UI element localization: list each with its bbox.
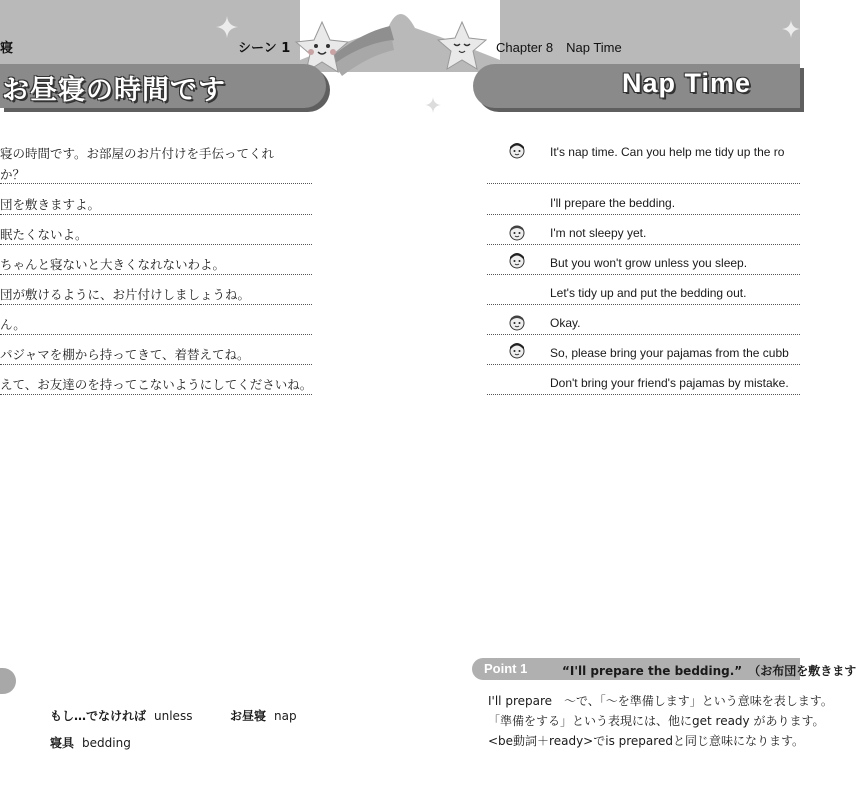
divider <box>0 274 312 275</box>
divider <box>487 274 800 275</box>
left-line-1: 寝の時間です。お部屋のお片付けを手伝ってくれ <box>0 146 275 161</box>
divider <box>0 334 312 335</box>
vocab-item <box>50 734 131 751</box>
divider <box>0 244 312 245</box>
vocab-en: unless <box>154 709 193 723</box>
point-body-2: 「準備をする」という表現には、他にget ready があります。 <box>488 714 825 728</box>
divider <box>487 304 800 305</box>
teacher-face-icon <box>508 141 526 159</box>
right-line-4: But you won't grow unless you sleep. <box>550 256 748 270</box>
left-line-6: 団が敷けるように、お片付けしましょうね。 <box>0 287 251 302</box>
left-line-8: パジャマを棚から持ってきて、着替えてね。 <box>0 347 250 362</box>
right-line-3: I'm not sleepy yet. <box>550 226 647 240</box>
vocab-jp: お昼寝 <box>230 709 267 723</box>
divider <box>487 364 800 365</box>
divider <box>487 244 800 245</box>
sparkle-icon <box>216 16 238 38</box>
vocab-item <box>230 707 297 724</box>
teacher-face-icon <box>508 251 526 269</box>
divider <box>0 214 312 215</box>
right-line-5: Let's tidy up and put the bedding out. <box>550 286 747 300</box>
right-line-8: Don't bring your friend's pajamas by mistake. <box>550 376 789 390</box>
left-line-3: 団を敷きますよ。 <box>0 197 101 212</box>
scene-label: シーン 1 <box>238 41 291 56</box>
point-quote: “I'll prepare the bedding.” （お布団を敷きます <box>562 664 856 678</box>
left-line-2: か？ <box>0 167 26 182</box>
vocab-item <box>50 707 192 724</box>
divider <box>0 364 312 365</box>
divider <box>0 304 312 305</box>
teacher-face-icon <box>508 341 526 359</box>
left-line-7: ん。 <box>0 317 26 332</box>
point-body-3: <be動詞＋ready>でis preparedと同じ意味になります。 <box>488 734 804 748</box>
vocab-jp: 寝具 <box>50 736 75 750</box>
left-chapter-header: 寝 <box>0 41 14 56</box>
left-banner-title: お昼寝の時間です <box>2 75 226 106</box>
vocab-en: bedding <box>82 736 131 750</box>
divider <box>487 183 800 184</box>
vocab-tab <box>0 668 16 694</box>
point-label: Point 1 <box>484 661 528 676</box>
divider <box>487 334 800 335</box>
right-line-2: I'll prepare the bedding. <box>550 196 676 210</box>
right-line-6: Okay. <box>550 316 581 330</box>
left-line-9: えて、お友達のを持ってこないようにしてくださいね。 <box>0 377 313 392</box>
vocab-jp: もし…でなければ <box>50 709 147 723</box>
right-chapter-header: Chapter 8 Nap Time <box>496 40 622 55</box>
divider <box>0 394 312 395</box>
vocab-en: nap <box>274 709 297 723</box>
divider <box>487 394 800 395</box>
right-line-1: It's nap time. Can you help me tidy up the ro <box>550 145 785 159</box>
point-body-1: I'll prepare ～で、「～を準備します」という意味を表します。 <box>488 694 833 708</box>
left-line-5: ちゃんと寝ないと大きくなれないわよ。 <box>0 257 226 272</box>
child-face-icon <box>508 313 526 331</box>
right-line-7: So, please bring your pajamas from the cubb <box>550 346 789 360</box>
right-banner-title: Nap Time <box>622 68 752 98</box>
sparkle-icon <box>425 97 441 113</box>
sparkle-icon <box>782 18 800 40</box>
divider <box>487 214 800 215</box>
left-line-4: 眠たくないよ。 <box>0 227 88 242</box>
sleepy-star-icon <box>436 20 488 74</box>
child-face-icon <box>508 223 526 241</box>
divider <box>0 183 312 184</box>
